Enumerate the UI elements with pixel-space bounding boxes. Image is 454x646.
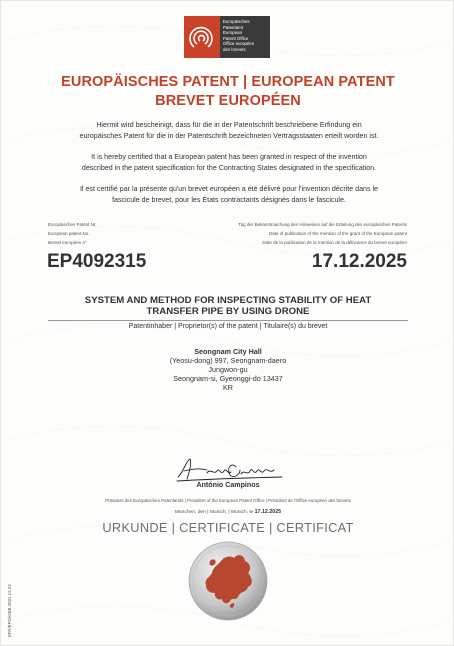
president-title: Präsident des Europäischen Patentamts | President of the European Patent Office | Président de l'Office européen des brevets: [105, 498, 351, 503]
form-code: EPA/EPO/OEB 2031 12.22: [7, 584, 12, 637]
grant-date-label: Tag der Bekanntmachung des Hinweises auf die Erteilung des europäischen Patents Date of publication of the mention of the grant of the European patent Date de la publication de la mention de la délivrance du brevet européen: [238, 222, 407, 245]
statement-de: Hiermit wird bescheinigt, dass für die in der Patentschrift beschriebene Erfindung ein europäisches Patent für die in der Patentschrift bezeichneten Vertragsstaaten erteilt worden ist.: [79, 121, 379, 140]
divider: [48, 320, 408, 321]
certificate-heading: URKUNDE | CERTIFICATE | CERTIFICAT: [102, 520, 354, 535]
grant-date: 17.12.2025: [311, 251, 407, 272]
proprietor-address-line: Jungwon-gu: [208, 365, 248, 374]
europe-map-seal-icon: [188, 541, 268, 621]
place-and-date: München, den | Munich, | Munich, le 17.12.2025: [174, 509, 282, 515]
certificate-title-fr: BREVET EUROPÉEN: [155, 93, 301, 109]
epo-logo: [184, 16, 270, 58]
proprietor-block: [1, 347, 454, 392]
statement-fr: Il est certifié par la présente qu'un brevet européen a été délivré pour l'invention décrite dans le fascicule de brevet, pour les États contractants désignés dans le fascicule.: [79, 185, 379, 204]
patent-number-label: Europäisches Patent Nr. European patent No. Brevet européen n°: [48, 222, 97, 245]
signatory-name: António Campinos: [196, 481, 260, 489]
proprietor-name: Seongnam City Hall: [194, 347, 262, 356]
invention-title: SYSTEM AND METHOD FOR INSPECTING STABILITY OF HEAT TRANSFER PIPE BY USING DRONE: [84, 295, 372, 317]
proprietor-address-line: Seongnam-si, Gyeonggi-do 13437: [173, 374, 283, 383]
patent-number: EP4092315: [47, 251, 147, 272]
issue-date: 17.12.2025: [254, 509, 282, 515]
epo-logo-text: Europäisches Patentamt European Patent Office Office européen des brevets: [223, 19, 255, 52]
proprietor-country: KR: [223, 383, 233, 392]
certificate-title: EUROPÄISCHES PATENT | EUROPEAN PATENT: [61, 74, 395, 90]
epo-logo-mark-icon: [184, 16, 220, 58]
statement-en: It is hereby certified that a European patent has been granted in respect of the invention described in the patent specification for the Contracting States designated in the specification.: [81, 153, 377, 172]
proprietor-label: Patentinhaber | Proprietor(s) of the patent | Titulaire(s) du brevet: [128, 323, 328, 330]
proprietor-address-line: (Yeosu-dong) 997, Seongnam-daero: [169, 356, 287, 365]
